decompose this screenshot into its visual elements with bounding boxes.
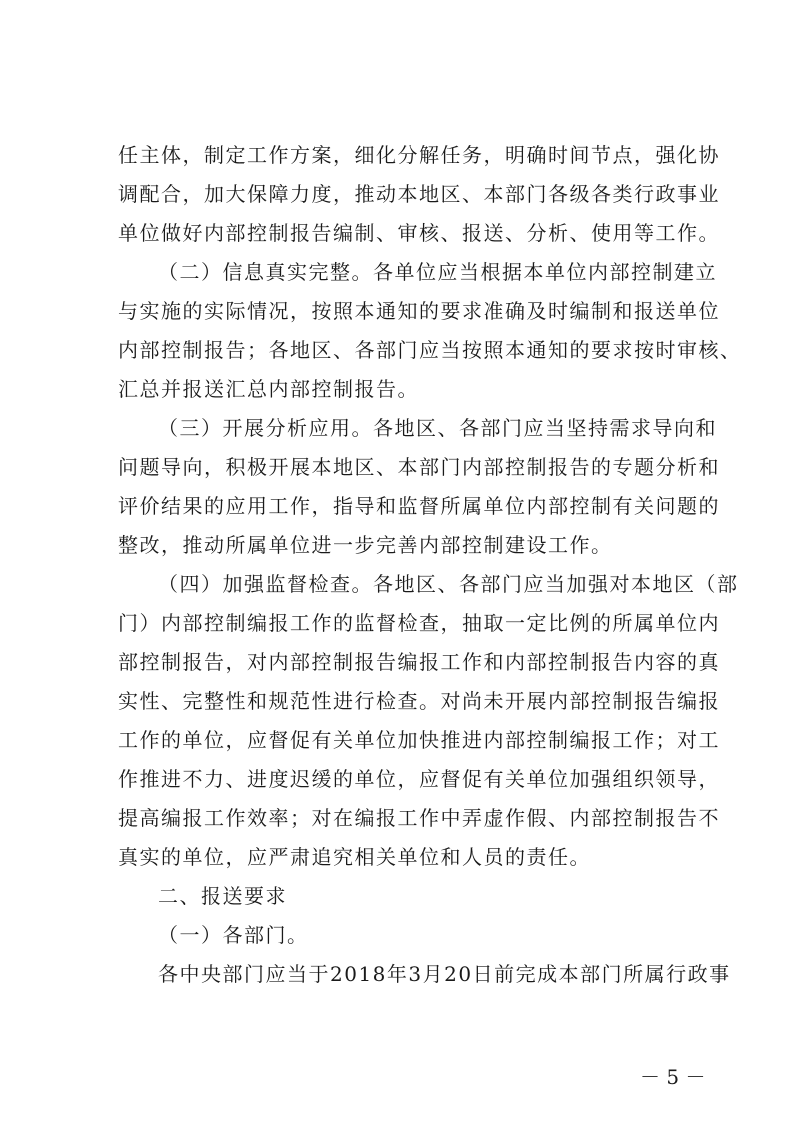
body-line: 内部控制报告；各地区、各部门应当按照本通知的要求按时审核、 [118, 338, 742, 362]
body-line: 汇总并报送汇总内部控制报告。 [118, 377, 419, 401]
body-line: 工作的单位，应督促有关单位加快推进内部控制编报工作；对工 [118, 728, 720, 752]
body-line: 部控制报告，对内部控制报告编报工作和内部控制报告内容的真 [118, 650, 720, 674]
body-line: 作推进不力、进度迟缓的单位，应督促有关单位加强组织领导， [118, 767, 720, 791]
body-line: 任主体，制定工作方案，细化分解任务，明确时间节点，强化协 [118, 143, 720, 167]
body-line: 评价结果的应用工作，指导和监督所属单位内部控制有关问题的 [118, 494, 720, 518]
body-line: 与实施的实际情况，按照本通知的要求准确及时编制和报送单位 [118, 299, 720, 323]
section-heading: 二、报送要求 [158, 884, 287, 908]
body-line: 调配合，加大保障力度，推动本地区、本部门各级各类行政事业 [118, 182, 720, 206]
paragraph-start-line: （二）信息真实完整。各单位应当根据本单位内部控制建立 [158, 260, 717, 284]
subsection-heading: （一）各部门。 [158, 923, 309, 947]
body-line: 门）内部控制编报工作的监督检查，抽取一定比例的所属单位内 [118, 611, 720, 635]
body-line: 问题导向，积极开展本地区、本部门内部控制报告的专题分析和 [118, 455, 720, 479]
paragraph-start-line: （四）加强监督检查。各地区、各部门应当加强对本地区（部 [158, 572, 739, 596]
page-number: － 5 － [640, 1065, 706, 1089]
paragraph-start-line: （三）开展分析应用。各地区、各部门应当坚持需求导向和 [158, 416, 717, 440]
body-line: 实性、完整性和规范性进行检查。对尚未开展内部控制报告编报 [118, 689, 720, 713]
body-line: 单位做好内部控制报告编制、审核、报送、分析、使用等工作。 [118, 221, 720, 245]
body-line: 整改，推动所属单位进一步完善内部控制建设工作。 [118, 533, 613, 557]
body-line: 真实的单位，应严肃追究相关单位和人员的责任。 [118, 845, 591, 869]
body-line: 各中央部门应当于2018年3月20日前完成本部门所属行政事 [158, 962, 731, 986]
body-line: 提高编报工作效率；对在编报工作中弄虚作假、内部控制报告不 [118, 806, 720, 830]
